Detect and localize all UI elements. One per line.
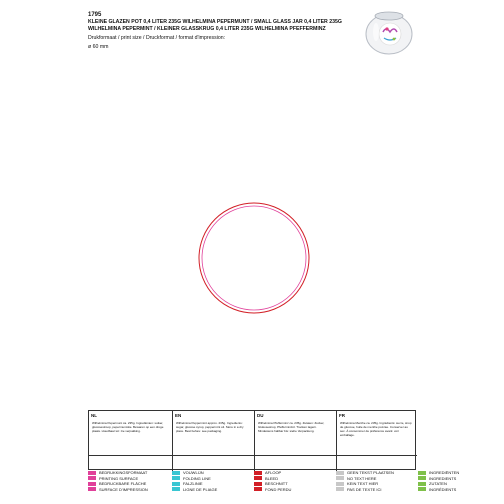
legend-swatch bbox=[254, 471, 262, 475]
product-header bbox=[88, 12, 358, 51]
legend-label: FOLDING LINE bbox=[183, 475, 211, 481]
panel-column-fr bbox=[337, 411, 417, 471]
ingredients-panel bbox=[88, 410, 416, 470]
legend-label: GEEN TEKST PLAATSEN bbox=[347, 470, 394, 475]
legend-label: NO TEXT HERE bbox=[347, 475, 377, 481]
print-size-value: ø 60 mm bbox=[88, 44, 109, 50]
product-code: 1795 bbox=[88, 12, 102, 18]
legend-label: KEIN TEXT HIER bbox=[347, 481, 379, 486]
legend-label: BLEED bbox=[265, 475, 279, 481]
legend-label: INGREDIENTS bbox=[429, 475, 457, 481]
language-label: FR bbox=[339, 413, 345, 418]
legend-label: PRINTING SURFACE bbox=[99, 475, 139, 481]
ingredients-text: Wilhelmina Pfefferminz ca. 235g. Zutaten: Zucker, Glukosesirup, Pfefferminzöl. Trocken lagern. Mindestens haltbar bis: siehe Verpackung. bbox=[258, 421, 325, 433]
legend-label: LIGNE DE PLIAGE bbox=[183, 486, 218, 492]
legend-label: VOUWLIJN bbox=[183, 470, 204, 475]
legend-label: BEDRUKKINGSFORMAAT bbox=[99, 470, 148, 475]
panel-divider bbox=[89, 455, 172, 456]
language-label: DU bbox=[257, 413, 264, 418]
legend-printing-surface bbox=[88, 470, 148, 492]
printing-surface-circle bbox=[202, 206, 306, 310]
legend-swatch bbox=[172, 471, 180, 475]
language-label: EN bbox=[175, 413, 182, 418]
legend-label: FOND PERDU bbox=[265, 486, 292, 492]
print-size-label: Drukformaat / print size / Druckformat / format d'impression: bbox=[88, 35, 226, 41]
legend-label: ZUTATEN bbox=[429, 481, 447, 486]
print-area-circle bbox=[198, 202, 310, 314]
legend-label: SURFACE D'IMPRESSION bbox=[99, 486, 148, 492]
panel-column-nl bbox=[89, 411, 173, 471]
legend-ingredients bbox=[418, 470, 459, 492]
panel-divider bbox=[255, 455, 336, 456]
panel-column-du bbox=[255, 411, 337, 471]
legend-label: BEDRUCKBARE FLÄCHE bbox=[99, 481, 147, 486]
panel-column-en bbox=[173, 411, 255, 471]
legend-swatch bbox=[336, 471, 344, 475]
legend-bleed bbox=[254, 470, 291, 492]
legend-folding-line bbox=[172, 470, 217, 492]
panel-divider bbox=[173, 455, 254, 456]
legend-swatch bbox=[88, 471, 96, 475]
legend-label: INGRÉDIENTS bbox=[429, 486, 457, 492]
legend-label: FALZLINIE bbox=[183, 481, 203, 486]
panel-divider bbox=[337, 455, 417, 456]
legend-label: AFLOOP bbox=[265, 470, 282, 475]
product-title: KLEINE GLAZEN POT 0,4 LITER 235G WILHELMINA PEPERMUNT / SMALL GLASS JAR 0,4 LITER 235G WILHELMINA PEPERMINT / KLEINER GLASSKRUG 0,4 LITER 235G WILHELMINA PFEFFERMINZ bbox=[88, 19, 342, 32]
legend-label: BESCHNITT bbox=[265, 481, 288, 486]
ingredients-text: Wilhelmina Peppermint approx. 235g. Ingredients: sugar, glucose syrup, peppermint oil. Store in a dry place. Best before: see packaging. bbox=[176, 421, 244, 433]
legend-swatch bbox=[418, 471, 426, 475]
product-jar-image bbox=[364, 10, 414, 56]
language-label: NL bbox=[91, 413, 97, 418]
ingredients-text: Wilhelmina Menthe ca. 235g. Ingrédients: sucre, sirop de glucose, huile de menthe poivrée. Conserver au sec. À consommer de préférence avant: voir emballage. bbox=[340, 421, 412, 437]
bleed-circle bbox=[199, 203, 309, 313]
legend-no-text bbox=[336, 470, 394, 492]
ingredients-text: Wilhelmina Pepermunt ca. 235g. Ingrediënten: suiker, glucosestroop, pepermuntolie. Bewaren op een droge plaats. Houdbaar tot: zie verpakking. bbox=[92, 421, 164, 433]
legend-label: PAS DE TEXTE ICI bbox=[347, 486, 382, 492]
legend-label: INGREDIËNTEN bbox=[429, 470, 460, 475]
